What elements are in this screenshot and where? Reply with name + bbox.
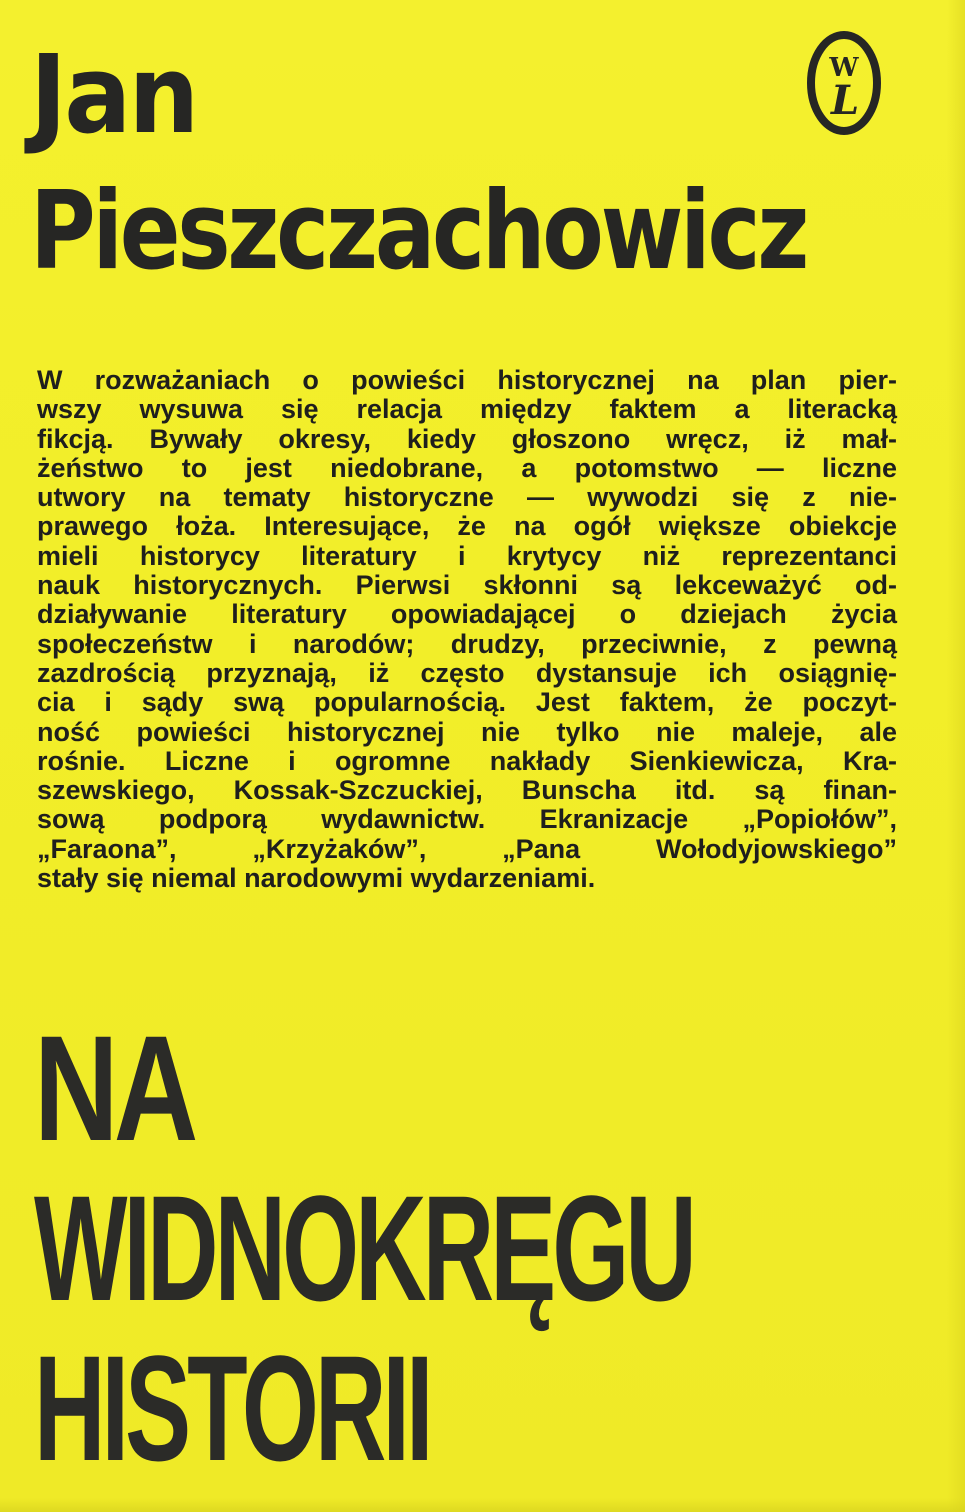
logo-letter-l: L bbox=[830, 77, 860, 124]
blurb-line: sową podporą wydawnictw. Ekranizacje „Popiołów”, bbox=[37, 804, 897, 835]
blurb-text bbox=[37, 366, 897, 893]
blurb-line: nauk historycznych. Pierwsi skłonni są lekceważyć od- bbox=[37, 570, 897, 601]
blurb-line: zazdrością przyznają, iż często dystansuje ich osiągnię- bbox=[37, 657, 897, 688]
blurb-line: W rozważaniach o powieści historycznej na plan pier- bbox=[37, 365, 897, 395]
blurb-line: prawego łoża. Interesujące, że na ogół większe obiekcje bbox=[37, 511, 897, 542]
wl-publisher-logo-icon bbox=[804, 28, 884, 138]
author-last-name: Pieszczachowicz bbox=[30, 169, 807, 294]
blurb-line: „Faraona”, „Krzyżaków”, „Pana Wołodyjowskiego” bbox=[37, 833, 897, 864]
blurb-line: żeństwo to jest niedobrane, a potomstwo — liczne bbox=[37, 452, 897, 483]
blurb-line: mieli historycy literatury i krytycy niż reprezentanci bbox=[37, 540, 897, 571]
title-line-1: NA bbox=[34, 1004, 194, 1172]
title-line-2: WIDNOKRĘGU bbox=[34, 1164, 693, 1332]
author-first-name: Jan bbox=[30, 33, 197, 158]
blurb-line: ność powieści historycznej nie tylko nie maleje, ale bbox=[37, 716, 897, 747]
logo-letter-w: W bbox=[829, 53, 859, 83]
blurb-line: społeczeństw i narodów; drudzy, przeciwnie, z pewną bbox=[37, 628, 897, 659]
blurb-line: działywanie literatury opowiadającej o dziejach życia bbox=[37, 599, 897, 630]
blurb-line: fikcją. Bywały okresy, kiedy głoszono wręcz, iż mał- bbox=[37, 423, 897, 454]
blurb-line: utwory na tematy historyczne — wywodzi się z nie- bbox=[37, 482, 897, 513]
blurb-line: rośnie. Liczne i ogromne nakłady Sienkiewicza, Kra- bbox=[37, 745, 897, 776]
book-title bbox=[34, 1004, 965, 1492]
cover-edge-shade bbox=[947, 0, 965, 1512]
blurb-line: stały się niemal narodowymi wydarzeniami. bbox=[37, 863, 596, 894]
blurb-line: cia i sądy swą popularnością. Jest faktem, że poczyt- bbox=[37, 687, 897, 718]
title-line-3: HISTORII bbox=[34, 1324, 430, 1492]
blurb-line: wszy wysuwa się relacja między faktem a literacką bbox=[37, 394, 897, 425]
cover-bottom-shade bbox=[0, 1498, 965, 1512]
blurb-line: szewskiego, Kossak-Szczuckiej, Bunscha itd. są finan- bbox=[37, 775, 897, 806]
